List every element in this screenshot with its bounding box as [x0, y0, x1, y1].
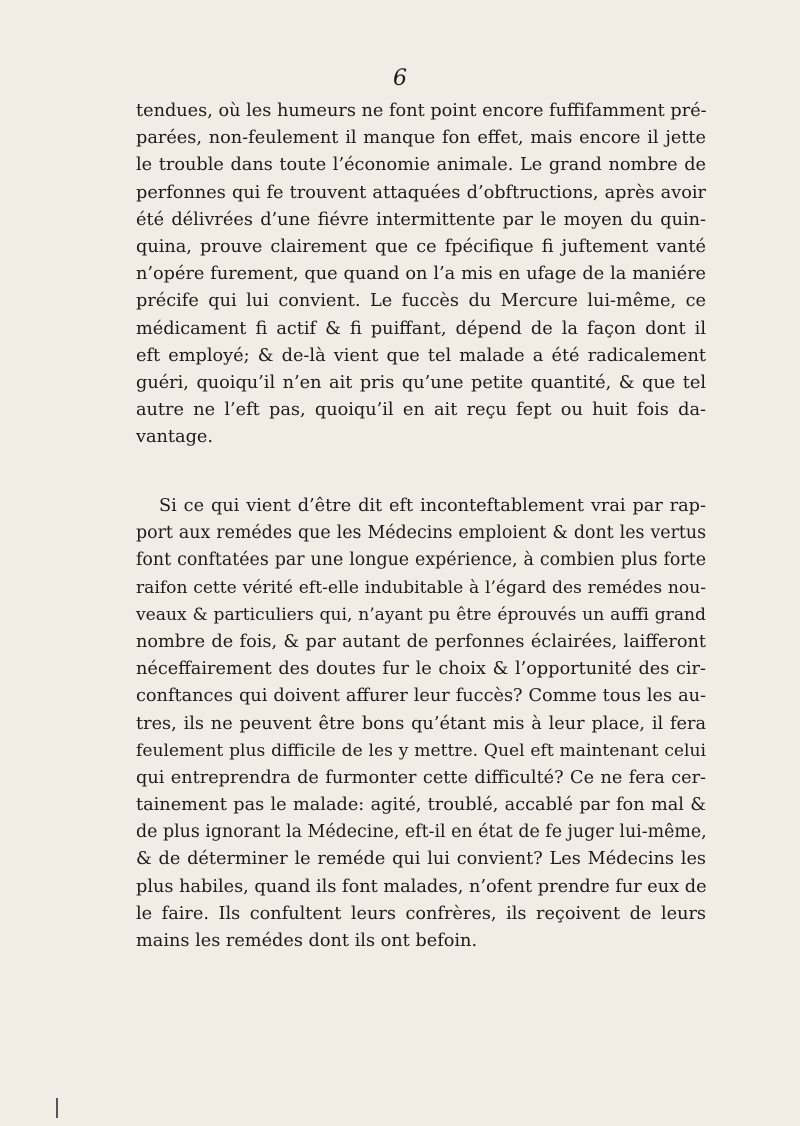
- text-line: été délivrées d’une fiévre intermittente par le moyen du quin-: [136, 209, 706, 230]
- text-line: le faire. Ils confultent leurs confrères, ils reçoivent de leurs: [136, 903, 706, 924]
- text-line: qui entreprendra de furmonter cette difficulté? Ce ne fera cer-: [136, 767, 706, 788]
- text-line: feulement plus difficile de les y mettre. Quel eft maintenant celui: [136, 740, 706, 761]
- text-line: n’opére furement, que quand on l’a mis en ufage de la maniére: [136, 264, 706, 285]
- text-line: le trouble dans toute l’économie animale. Le grand nombre de: [136, 155, 706, 176]
- text-line: néceffairement des doutes fur le choix & l’opportunité des cir-: [136, 659, 706, 680]
- text-line: parées, non-feulement il manque fon effet, mais encore il jette: [136, 128, 706, 149]
- text-line: autre ne l’eft pas, quoiqu’il en ait reçu fept ou huit fois da-: [136, 400, 706, 421]
- text-line: conftances qui doivent affurer leur fuccès? Comme tous les au-: [136, 686, 706, 707]
- paragraph-2: [136, 493, 706, 955]
- text-line: médicament fi actif & fi puiffant, dépend de la façon dont il: [136, 318, 706, 339]
- text-line: mains les remédes dont ils ont befoin.: [136, 931, 478, 951]
- text-line: eft employé; & de-là vient que tel malade a été radicalement: [136, 345, 706, 366]
- text-line: raifon cette vérité eft-elle indubitable à l’égard des remédes nou-: [136, 577, 706, 598]
- text-line: font conftatées par une longue expérience, à combien plus forte: [136, 550, 706, 571]
- text-line: port aux remédes que les Médecins emploient & dont les vertus: [136, 523, 706, 544]
- text-line: guéri, quoiqu’il n’en ait pris qu’une petite quantité, & que tel: [136, 372, 706, 393]
- text-line: perfonnes qui fe trouvent attaquées d’obftructions, après avoir: [136, 182, 706, 203]
- text-line: plus habiles, quand ils font malades, n’ofent prendre fur eux de: [136, 876, 707, 897]
- text-line: vantage.: [136, 427, 213, 448]
- paragraph-1: [136, 98, 706, 451]
- text-line: précife qui lui convient. Le fuccès du Mercure lui-même, ce: [136, 291, 706, 312]
- text-line: tendues, où les humeurs ne font point encore fuffifamment pré-: [136, 101, 707, 121]
- text-line: quina, prouve clairement que ce fpécifique fi juftement vanté: [136, 236, 706, 257]
- text-line: tainement pas le malade: agité, troublé, accablé par fon mal &: [136, 795, 706, 816]
- text-line: Si ce qui vient d’être dit eft inconteftablement vrai par rap-: [159, 496, 706, 516]
- text-line: nombre de fois, & par autant de perfonnes éclairées, laifferont: [136, 631, 706, 652]
- text-line: & de déterminer le reméde qui lui convient? Les Médecins les: [136, 849, 706, 870]
- text-line: de plus ignorant la Médecine, eft-il en état de fe juger lui-même,: [136, 822, 707, 843]
- page-edge-mark: [56, 1098, 58, 1118]
- text-line: veaux & particuliers qui, n’ayant pu être éprouvés un auffi grand: [136, 604, 706, 625]
- page-number: 6: [393, 66, 407, 91]
- text-line: tres, ils ne peuvent être bons qu’étant mis à leur place, il fera: [136, 713, 706, 734]
